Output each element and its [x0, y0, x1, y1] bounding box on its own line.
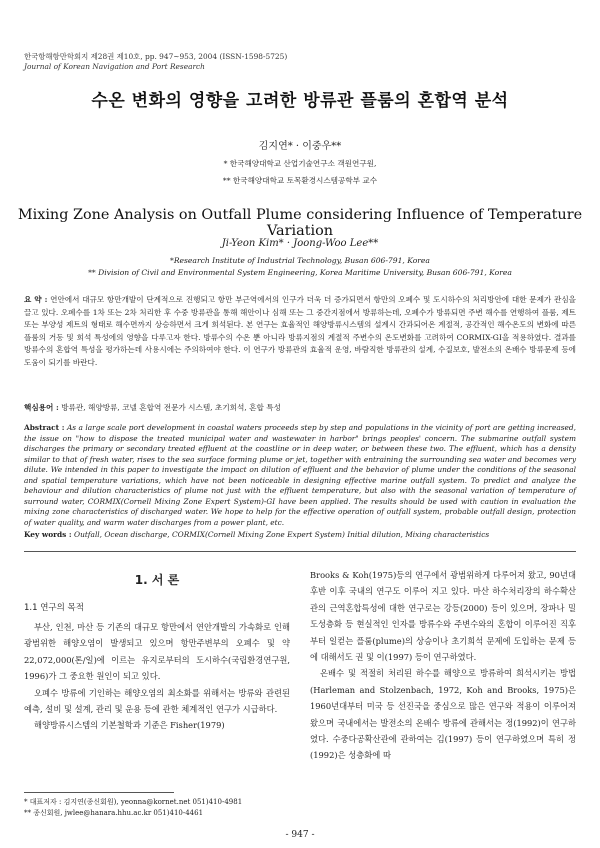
subsection-heading: 1.1 연구의 목적: [24, 603, 84, 613]
abstract-english-text: As a large scale port development in coastal waters proceeds step by step and populations in the vicinity of port are getting increased, the issue on "how to dispose the treated municipal water and wastewater in harbor" brings peoples' concern. The submarine outfall system discharges the primary or secondary treated effluent at the coastline or in deep water, or between these two. The effluent, which has a density similar to that of fresh water, rises to the sea surface forming plume or jet, together with entraining the surrounding sea water and becomes very dilute. We intended in this paper to investigate the impact on dilution of effluent and the behavior of plume under the conditions of the seasonal and spatial temperature variations, which have not been noticeable in designing effective marine outfall system. To predict and analyze the behaviour and dilution characteristics of plume not just with the effluent temperature, but also with the seasonal variation of temperature of surround water, CORMIX(Cornell Mixing Zone Expert System)-GI have been applied. The results should be used with caution in evaluation the mixing zone characteristics of discharged water. We hope to help for the effective operation of outfall system, probable outfall design, protection of water quality, and warm water discharges from a power plant, etc.: [24, 423, 576, 527]
authors-english: Ji-Yeon Kim* · Joong-Woo Lee**: [221, 238, 379, 249]
body-paragraph: 해양방류시스템의 기본철학과 기준은 Fisher(1979): [34, 720, 225, 731]
footnote-second-author: ** 종신회원, jwlee@hanara.hhu.ac.kr 051)410-4461: [24, 809, 204, 817]
body-column-right: [310, 567, 576, 764]
abstract-korean-text: 연안에서 대규모 항만개발이 단계적으로 진행되고 항만 부근역에서의 인구가 더욱 더 증가되면서 항만의 오폐수 및 도시하수의 처리방안에 대한 문제가 관심을 끌고 있다. 오폐수를 1차 또는 2차 처리한 후 수중 방류관을 통해 해안이나 심해 또는 그 중간지점에서 방류하는데, 오폐수가 방류되면 주변 해수를 연행하여 플룸, 제트 또는 부양성 제트의 형태로 해수면까지 상승하면서 크게 희석된다. 본 연구는 효율적인 해양방류시스템의 설계시 간과되어온 계절적, 공간적인 해수온도의 변화에 따른 플룸의 거동 및 희석 특성에의 영향을 다루고자 한다. 방류수의 수온 뿐 아니라 방류지점의 계절적 주변수의 온도변화를 고려하여 CORMIX-GI을 적용하였다. 결과를 방류수의 혼합역 특성을 평가하는데 사용시에는 주의하여야 한다. 이 연구가 방류관의 효율적 운영, 바람직한 방류관의 설계, 수질보호, 발전소의 온배수 방류문제 등에 도움이 되기를 바란다.: [24, 295, 576, 367]
keywords-korean-text: 방류관, 해양방류, 코넬 혼합역 전문가 시스템, 초기희석, 혼합 특성: [61, 403, 281, 412]
body-paragraph: 부산, 인천, 마산 등 기존의 대규모 항만에서 연안개발의 가속화로 인해 광범위한 해양오염이 발생되고 있으며 항만주변부의 오폐수 및 약 22,072,000(톤/일)에 이르는 유지로부터의 도시하수(국립환경연구원, 1996)가 그 중요한 원인이 되고 있다.: [24, 622, 290, 682]
journal-citation: 한국항해항만학회지 제28권 제10호, pp. 947~953, 2004 (ISSN-1598-5725): [24, 52, 288, 61]
body-paragraph: Brooks & Koh(1975)등의 연구에서 광범위하게 다루어져 왔고, 90년대 후반 이후 국내의 연구도 이루어 지고 있다. 마산 하수처리장의 하수확산관의 근역혼합특성에 대한 연구로는 강등(2000) 등이 있으며, 장파나 밀도성층화 등 현실적인 인자를 방류수와 주변수와의 혼합이 이루어진 직후부터 일컫는 플룸(plume)의 상승이나 초기희석 문제에 도입하는 문제 등에 대해서도 권 및 이(1997) 등이 연구하였다.: [310, 570, 576, 663]
keywords-english-label: Key words :: [24, 530, 72, 539]
journal-header: [24, 52, 287, 72]
section-heading: 1. 서 론: [134, 573, 180, 587]
abstract-korean: [24, 294, 576, 370]
body-column-left: [24, 619, 290, 734]
affiliation-english-1: *Research Institute of Industrial Technology, Busan 606-791, Korea: [170, 256, 430, 265]
abstract-korean-label: 요 약 :: [24, 295, 48, 304]
affiliation-english-2: ** Division of Civil and Environmental System Engineering, Korea Maritime University, Busan 606-791, Korea: [88, 268, 512, 277]
body-paragraph: 온배수 및 적절히 처리된 하수를 해양으로 방류하여 희석시키는 방법(Harleman and Stolzenbach, 1972, Koh and Brooks, 1975)은 1960년대부터 미국 등 선진국을 중심으로 많은 연구와 적용이 이루어져왔으며 국내에서는 발전소의 온배수 방류에 관해서는 정(1992)이 연구하였다. 수중다공확산관에 관하여는 김(1997) 등이 연구하였으며 특히 정(1992)은 성층화에 따: [310, 668, 576, 761]
journal-name-en: Journal of Korean Navigation and Port Research: [24, 62, 205, 71]
abstract-english-label: Abstract :: [24, 423, 65, 432]
affiliation-korean-2: ** 한국해양대학교 토목환경시스템공학부 교수: [222, 176, 378, 185]
footnote-corresponding-author: * 대표저자 : 김지연(종신회원), yeonna@kornet.net 051)410-4981: [24, 798, 243, 806]
abstract-english: [24, 423, 576, 528]
page-number: - 947 -: [285, 830, 315, 840]
keywords-korean: [24, 402, 576, 415]
divider-rule: [24, 551, 576, 552]
paper-title-korean: 수온 변화의 영향을 고려한 방류관 플룸의 혼합역 분석: [91, 91, 509, 111]
keywords-english: [24, 530, 576, 541]
paper-title-english: Mixing Zone Analysis on Outfall Plume considering Influence of Temperature Variation: [17, 207, 583, 239]
keywords-korean-label: 핵심용어 :: [24, 403, 59, 412]
keywords-english-text: Outfall, Ocean discharge, CORMIX(Cornell Mixing Zone Expert System) Initial dilution, Mixing characteristics: [74, 530, 490, 539]
affiliation-korean-1: * 한국해양대학교 산업기술연구소 객원연구원,: [223, 159, 377, 168]
authors-korean: 김지연* · 이중우**: [258, 141, 342, 152]
footnote-rule: [24, 792, 174, 793]
body-paragraph: 오폐수 방류에 기인하는 해양오염의 최소화를 위해서는 방류와 관련된 예측, 설비 및 설계, 관리 및 운용 등에 관한 체계적인 연구가 시급하다.: [24, 687, 290, 715]
